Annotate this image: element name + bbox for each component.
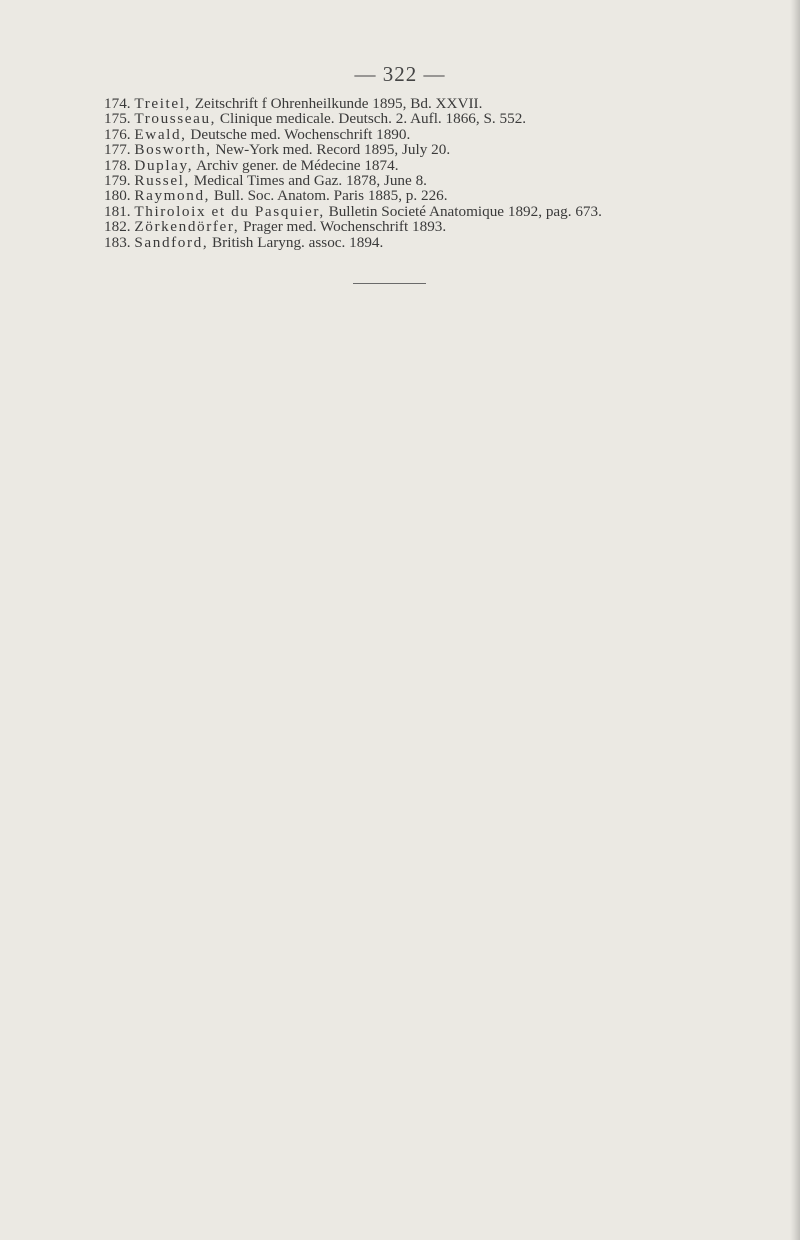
reference-number: 175. — [104, 110, 131, 128]
reference-item — [104, 188, 774, 203]
reference-item — [104, 142, 774, 157]
reference-number: 179. — [104, 172, 131, 190]
reference-author: Duplay, — [134, 156, 194, 174]
page-number: — 322 — — [354, 62, 446, 86]
reference-number: 174. — [104, 95, 131, 112]
reference-list — [104, 96, 774, 250]
reference-number: 180. — [104, 187, 131, 205]
reference-source: Clinique medicale. Deutsch. 2. Aufl. 1866, S. 552. — [216, 110, 527, 128]
reference-source: Medical Times and Gaz. 1878, June 8. — [189, 172, 427, 190]
reference-author: Bosworth, — [134, 141, 212, 159]
reference-source: Bulletin Societé Anatomique 1892, pag. 673. — [324, 202, 602, 220]
reference-item — [104, 158, 774, 173]
reference-item — [104, 111, 774, 126]
reference-author: Ewald, — [134, 125, 187, 143]
section-divider — [353, 283, 426, 284]
reference-item — [104, 235, 774, 250]
reference-number: 182. — [104, 218, 131, 236]
reference-source: Zeitschrift f Ohrenheilkunde 1895, Bd. XXVII. — [190, 95, 483, 112]
reference-author: Trousseau, — [134, 110, 217, 128]
reference-author: Raymond, — [134, 187, 211, 205]
reference-item — [104, 173, 774, 188]
page-edge-shadow — [790, 0, 800, 1240]
reference-source: Deutsche med. Wochenschrift 1890. — [186, 125, 411, 143]
reference-item — [104, 204, 774, 219]
reference-number: 176. — [104, 125, 131, 143]
reference-author: Sandford, — [134, 233, 209, 251]
reference-author: Treitel, — [134, 95, 191, 112]
reference-number: 178. — [104, 156, 131, 174]
reference-number: 183. — [104, 233, 131, 251]
reference-source: Archiv gener. de Médecine 1874. — [193, 156, 399, 174]
reference-item — [104, 127, 774, 142]
reference-source: Bull. Soc. Anatom. Paris 1885, p. 226. — [210, 187, 448, 205]
reference-source: British Laryng. assoc. 1894. — [208, 233, 384, 251]
reference-author: Russel, — [134, 172, 190, 190]
reference-author: Zörkendörfer, — [134, 218, 240, 236]
reference-source: New-York med. Record 1895, July 20. — [211, 141, 451, 159]
reference-author: Thiroloix et du Pasquier, — [134, 202, 325, 220]
reference-source: Prager med. Wochenschrift 1893. — [239, 218, 447, 236]
reference-item — [104, 219, 774, 234]
reference-number: 177. — [104, 141, 131, 159]
reference-number: 181. — [104, 202, 131, 220]
reference-item — [104, 96, 774, 111]
